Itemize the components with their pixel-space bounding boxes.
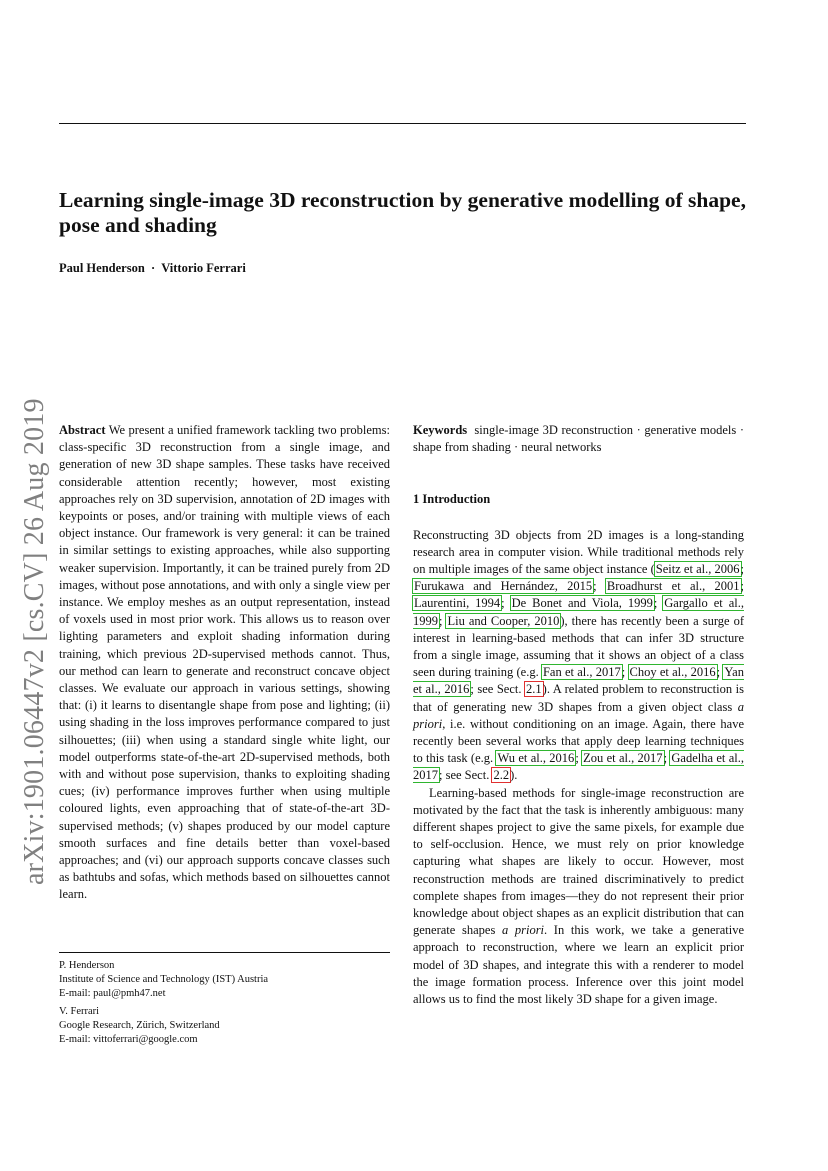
author-line — [59, 261, 246, 276]
citation-link[interactable]: Choy et al., 2016 — [629, 665, 716, 680]
citation-link[interactable]: Laurentini, 1994 — [414, 596, 501, 611]
footnote-rule — [59, 952, 390, 953]
author-name: Vittorio Ferrari — [161, 261, 246, 275]
text-run: Reconstructing 3D objects from 2D images is a long-standing research area in computer vision. While traditional methods rely on multiple images of the same object instance ( — [413, 527, 744, 577]
text-run: ; — [653, 596, 664, 611]
text-run: . In this work, we take a generative approach to reconstruction, where we learn an explicit prior model of 3D shapes, and integrate this with a renderer to model the image formation process. Inference over this joint model allows us to find the most likely 3D shape for a given image. — [413, 923, 744, 1007]
abstract — [59, 422, 390, 904]
text-run: ), there has recently been a surge of interest in learning-based methods that can infer 3D structure from a single image, assuming that it shows an object of a class seen during training (e.g. — [413, 613, 744, 680]
citation-link[interactable]: Zou et al., 2017 — [583, 751, 663, 766]
abstract-label: Abstract — [59, 423, 106, 437]
section-heading-introduction: 1 Introduction — [413, 492, 491, 507]
section-link[interactable]: 2.1 — [526, 682, 542, 697]
text-run: ; — [593, 579, 606, 594]
text-run: Learning-based methods for single-image reconstruction are motivated by the fact that the task is inherently ambiguous: many different shapes project to give the same pixels, for example due to self-occlusion. Hence, we must rely on prior knowledge capturing what shapes are likely to occur. However, most reconstruction methods are trained discriminatively to predict complete shapes from images—they do not represent their prior knowledge about object shapes as an explicit distribution that can generate shapes — [413, 785, 744, 938]
citation-link[interactable]: Wu et al., 2016 — [497, 751, 575, 766]
text-run: ). — [510, 768, 518, 783]
citation-link[interactable]: Furukawa and Hernández, 2015 — [414, 579, 593, 594]
affiliation-line: P. Henderson — [59, 960, 115, 971]
citation-link[interactable]: Seitz et al., 2006 — [655, 562, 740, 577]
text-run: ; — [501, 596, 511, 611]
author-separator: · — [151, 261, 156, 275]
abstract-text: We present a unified framework tackling two problems: class-specific 3D reconstruction from a single image, and generation of new 3D shape samples. These tasks have received considerable attention recently; however, most existing approaches rely on 3D supervision, annotation of 2D images with keypoints or poses, and/or training with multiple views of each object instance. Our framework is very general: it can be trained in similar settings to existing approaches, while also supporting weaker supervision. Importantly, it can be trained purely from 2D images, without pose annotations, and with only a single view per instance. We employ meshes as an output representation, instead of voxels used in most prior work. This allows us to reason over lighting parameters and exploit shading information during training, which previous 2D-supervised methods cannot. Thus, our method can learn to generate and reconstruct concave object classes. We evaluate our approach in various settings, showing that: (i) it learns to disentangle shape from pose and lighting; (ii) using shading in the loss improves performance compared to just silhouettes; (iii) when using a standard single white light, our model outperforms state-of-the-art 2D-supervised methods, both with and without pose supervision, thanks to exploiting shading cues; (iv) performance improves further when using multiple coloured lights, even approaching that of state-of-the-art 3D-supervised methods; (v) shapes produced by our model capture smooth surfaces and fine details better than voxel-based approaches; and (vi) our approach supports concave classes such as bathtubs and sofas, which methods based on silhouettes cannot learn. — [59, 423, 390, 902]
text-run: , i.e. without conditioning on an image. Again, there have recently been several works that apply deep learning techniques to this task (e.g. — [413, 716, 744, 766]
citation-link[interactable]: Fan et al., 2017 — [542, 665, 621, 680]
text-run: ; — [439, 613, 447, 628]
text-run: ; — [740, 562, 744, 577]
affiliation-email: E-mail: vittoferrari@google.com — [59, 1034, 198, 1045]
citation-link[interactable]: Broadhurst et al., 2001 — [606, 579, 740, 594]
intro-paragraph-1 — [413, 527, 744, 785]
affiliation-line: Google Research, Zürich, Switzerland — [59, 1020, 220, 1031]
citation-link[interactable]: Liu and Cooper, 2010 — [447, 613, 560, 628]
text-run: ; — [663, 751, 671, 766]
affiliation-email: E-mail: paul@pmh47.net — [59, 988, 166, 999]
text-run: ; — [575, 751, 583, 766]
text-run: ; — [621, 665, 629, 680]
keywords-label: Keywords — [413, 423, 468, 437]
section-link[interactable]: 2.2 — [493, 768, 510, 783]
text-run: ; — [716, 665, 724, 680]
text-run: ; see Sect. — [439, 768, 493, 783]
citation-link[interactable]: Gargallo et al., 1999 — [413, 596, 744, 628]
citation-link[interactable]: Yan et al., 2016 — [413, 665, 744, 697]
right-column — [413, 422, 744, 1008]
citation-link[interactable]: Gadelha et al., 2017 — [413, 751, 744, 783]
author-name: Paul Henderson — [59, 261, 145, 275]
left-column — [59, 422, 390, 904]
citation-link[interactable]: De Bonet and Viola, 1999 — [511, 596, 653, 611]
italic-run: a priori — [413, 699, 744, 731]
text-run: ; see Sect. — [470, 682, 526, 697]
affiliation-line: V. Ferrari — [59, 1006, 100, 1017]
paper-title: Learning single-image 3D reconstruction by generative modelling of shape, pose and shading — [59, 188, 746, 237]
author-affiliation-1 — [59, 959, 390, 1001]
text-run: ; — [740, 579, 744, 594]
intro-paragraph-2 — [413, 785, 744, 1009]
arxiv-stamp: arXiv:1901.06447v2 [cs.CV] 26 Aug 2019 — [19, 398, 50, 885]
affiliation-line: Institute of Science and Technology (IST) Austria — [59, 974, 269, 985]
author-affiliation-2 — [59, 1005, 390, 1047]
italic-run: a priori — [501, 923, 545, 938]
keywords — [413, 422, 744, 456]
keywords-text: single-image 3D reconstruction · generative models · shape from shading · neural networks — [413, 423, 744, 455]
header-rule — [59, 123, 746, 124]
text-run: ). A related problem to reconstruction is that of generating new 3D shapes from a given object class — [413, 682, 744, 714]
